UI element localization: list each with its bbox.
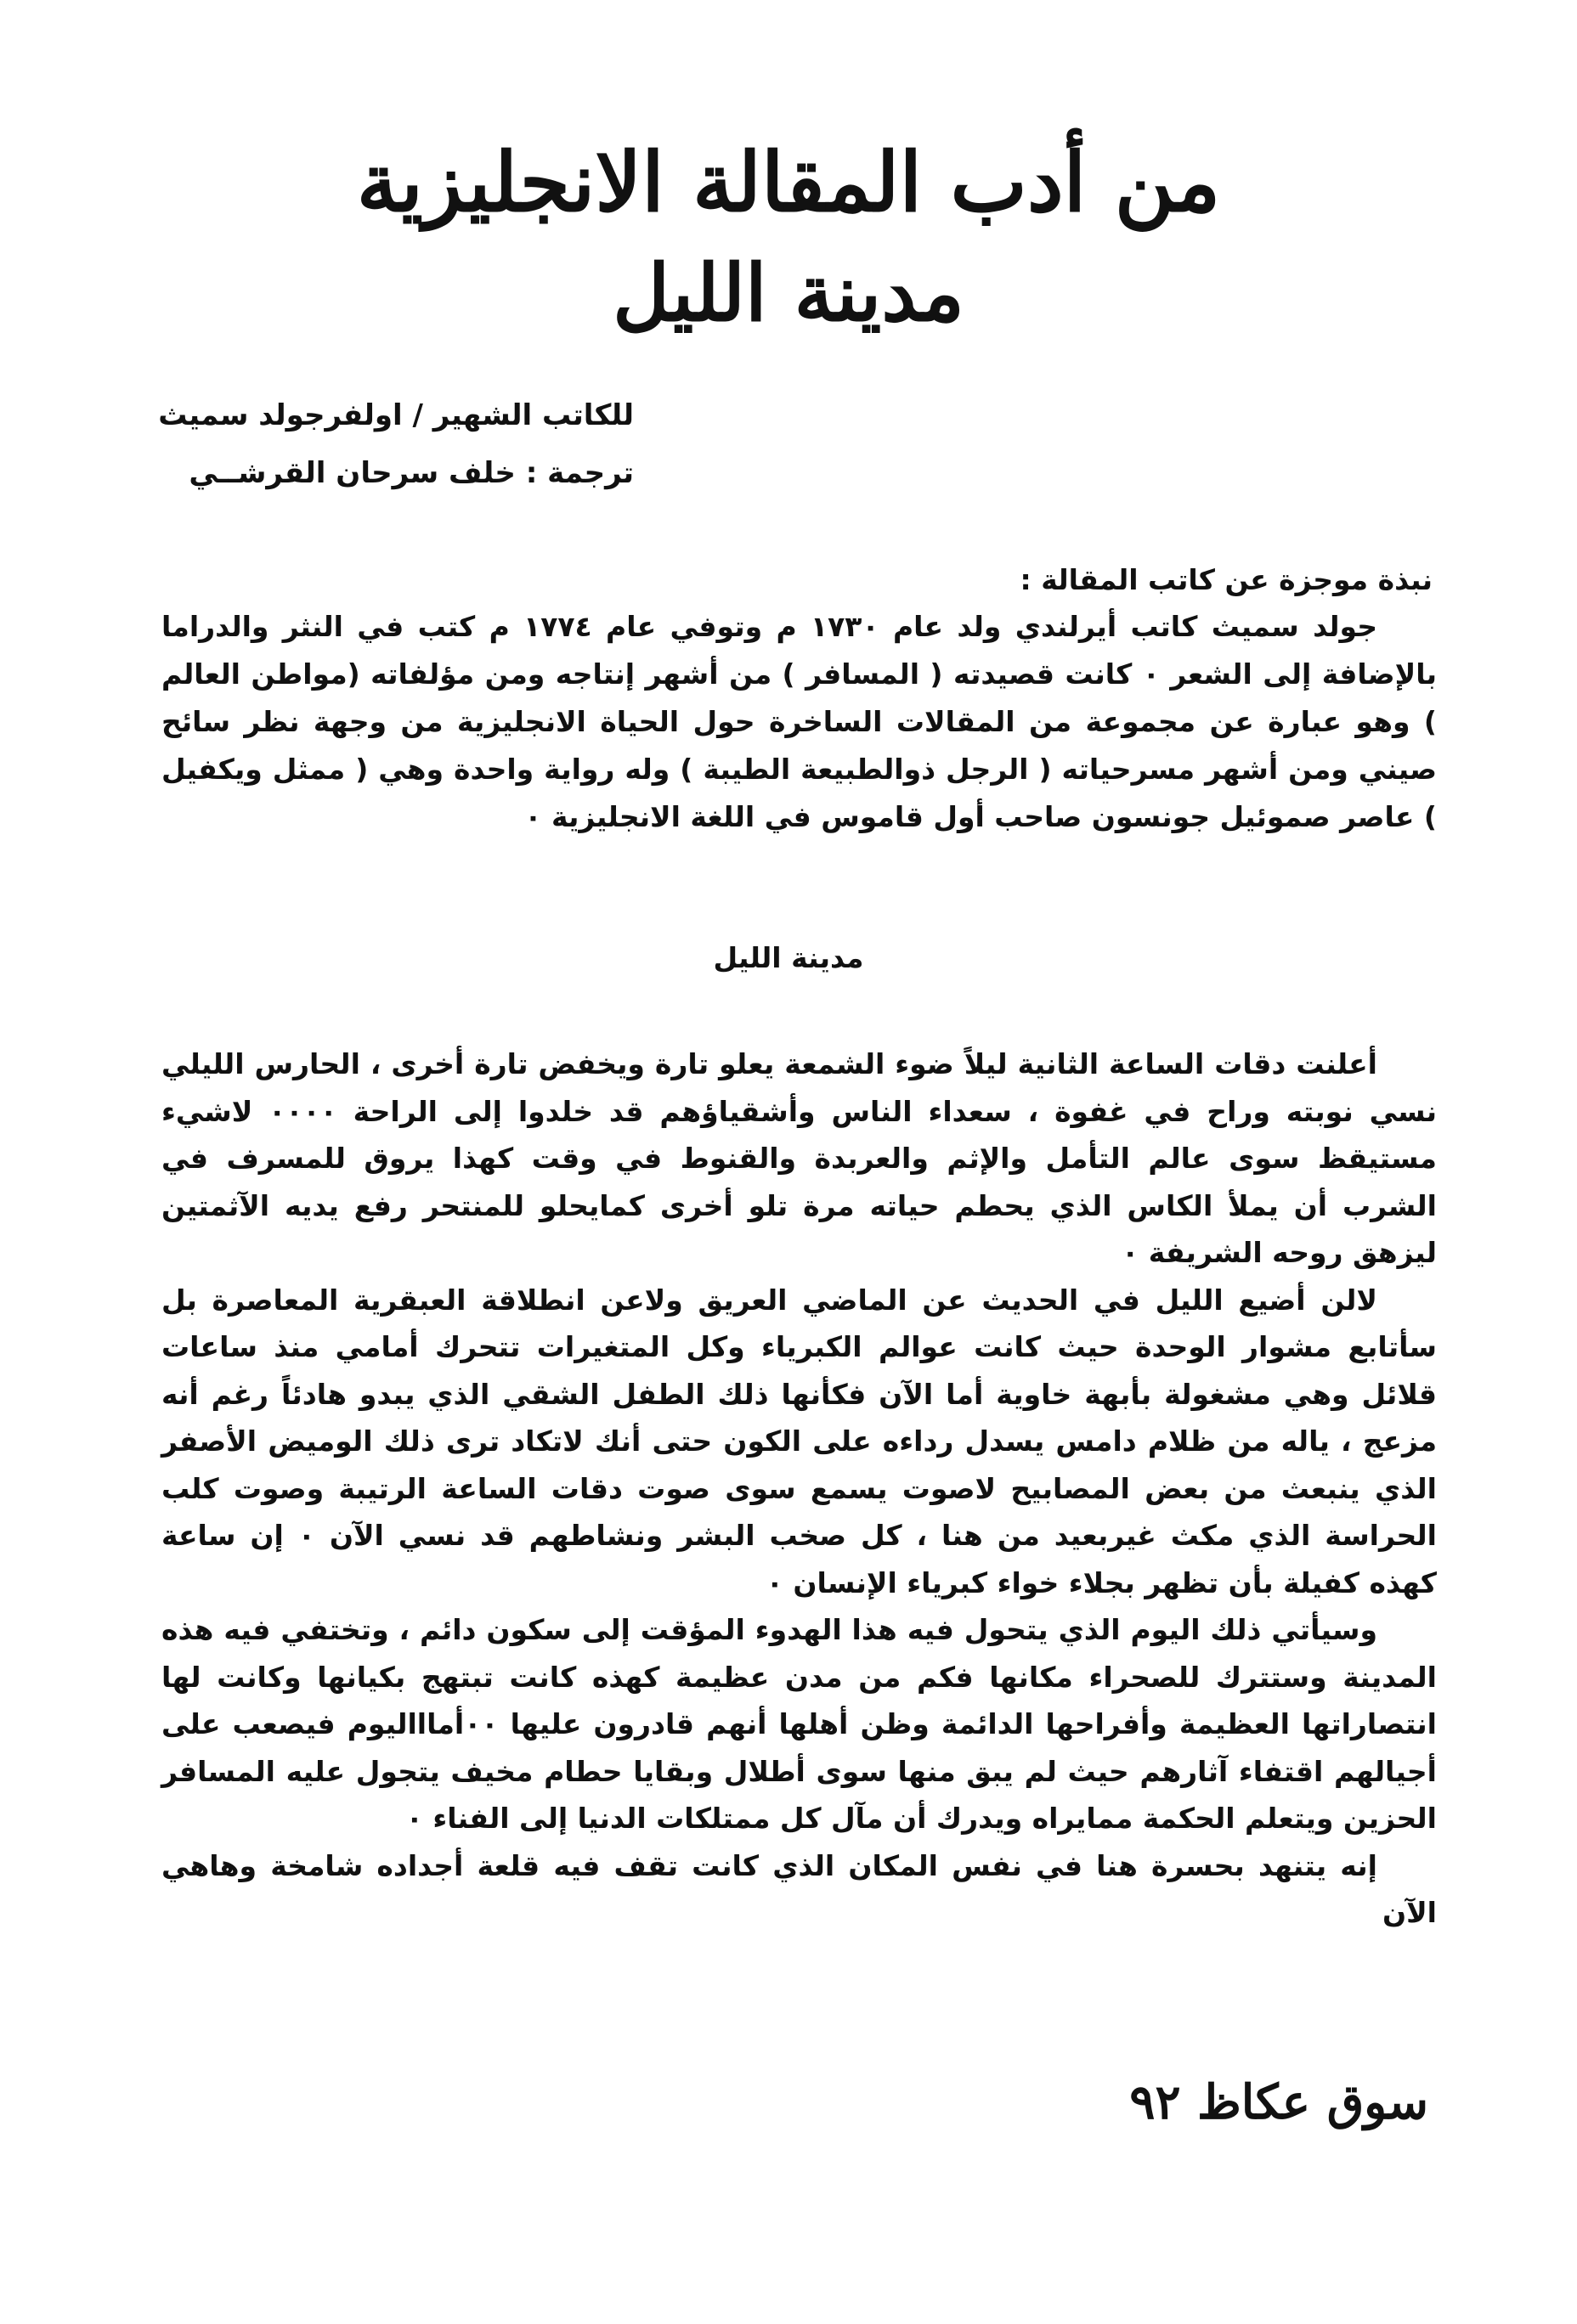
page-footer: سوق عكاظ ٩٢	[1129, 2074, 1428, 2130]
title-block	[255, 127, 1322, 348]
translator-line: ترجمة : خلف سرحان القرشــي	[189, 456, 634, 490]
bio-paragraph: جولد سميث كاتب أيرلندي ولد عام ١٧٣٠ م وتوفي عام ١٧٧٤ م كتب في النثر والدراما بالإضافة إلى الشعر ٠ كانت قصيدته ( المسافر ) من أشهر إنتاجه ومن مؤلفاته (مواطن العالم ) وهو عبارة عن مجموعة من المقالات الساخرة حول الحياة الانجليزية من وجهة نظر سائح صيني ومن أشهر مسرحياته ( الرجل ذوالطبيعة الطيبة ) وله رواية واحدة وهي ( ممثل ويكفيل ) عاصر صموئيل جونسون صاحب أول قاموس في اللغة الانجليزية ٠	[161, 610, 1438, 833]
author-line: للكاتب الشهير / اولفرجولد سميث	[158, 398, 634, 432]
page-title: من أدب المقالة الانجليزية	[356, 134, 1221, 230]
article-title: مدينة الليل	[613, 247, 964, 339]
byline	[158, 386, 634, 502]
paragraph-1: أعلنت دقات الساعة الثانية ليلاً ضوء الشمعة يعلو تارة ويخفض تارة أخرى ، الحارس الليلي نسي نوبته وراح في غفوة ، سعداء الناس وأشقياؤهم قد خلدوا إلى الراحة ٠٠٠٠ لاشيء مستيقظ سوى عالم التأمل والإثم والعربدة والقنوط في وقت كهذا يروق للمسرف في الشرب أن يملأ الكاس الذي يحطم حياته مرة تلو أخرى كمايحلو للمنتحر رفع يديه الآثمتين ليزهق روحه الشريفة ٠	[161, 1047, 1437, 1269]
bio-heading: نبذة موجزة عن كاتب المقالة :	[1020, 563, 1433, 596]
paragraph-4: إنه يتنهد بحسرة هنا في نفس المكان الذي كانت تقف فيه قلعة أجداده شامخة وهاهي الآن	[161, 1848, 1437, 1929]
article-body	[161, 1041, 1437, 1937]
paragraph-2: لالن أضيع الليل في الحديث عن الماضي العريق ولاعن انطلاقة العبقرية المعاصرة بل سأتابع مشوار الوحدة حيث كانت عوالم الكبرياء وكل المتغيرات تتحرك أمامي منذ ساعات قلائل وهي مشغولة بأبهة خاوية أما الآن فكأنها ذلك الطفل الشقي الذي يبدو هادئاً رغم أنه مزعج ، ياله من ظلام دامس يسدل رداءه على الكون حتى أنك لاتكاد ترى ذلك الوميض الأصفر الذي ينبعث من بعض المصابيح لاصوت يسمع سوى صوت دقات الساعة الرتيبة وصوت كلب الحراسة الذي مكث غيربعيد من هنا ، كل صخب البشر ونشاطهم قد نسي الآن ٠ إن ساعة كهذه كفيلة بأن تظهر بجلاء خواء كبرياء الإنسان ٠	[161, 1283, 1437, 1599]
paragraph-3: وسيأتي ذلك اليوم الذي يتحول فيه هذا الهدوء المؤقت إلى سكون دائم ، وتختفي فيه هذه المدينة وستترك للصحراء مكانها فكم من مدن عظيمة كهذه كانت تبتهج بكيانها وكانت لها انتصاراتها العظيمة وأفراحها الدائمة وظن أهلها أنهم قادرون عليها ٠٠أماااليوم فيصعب على أجيالهم اقتفاء آثارهم حيث لم يبق منها سوى أطلال وبقايا حطام مخيف يتجول عليه المسافر الحزين ويتعلم الحكمة ممايراه ويدرك أن مآل كل ممتلكات الدنيا إلى الفناء ٠	[161, 1613, 1437, 1835]
section-title: مدينة الليل	[713, 941, 864, 974]
author-bio	[161, 603, 1437, 841]
